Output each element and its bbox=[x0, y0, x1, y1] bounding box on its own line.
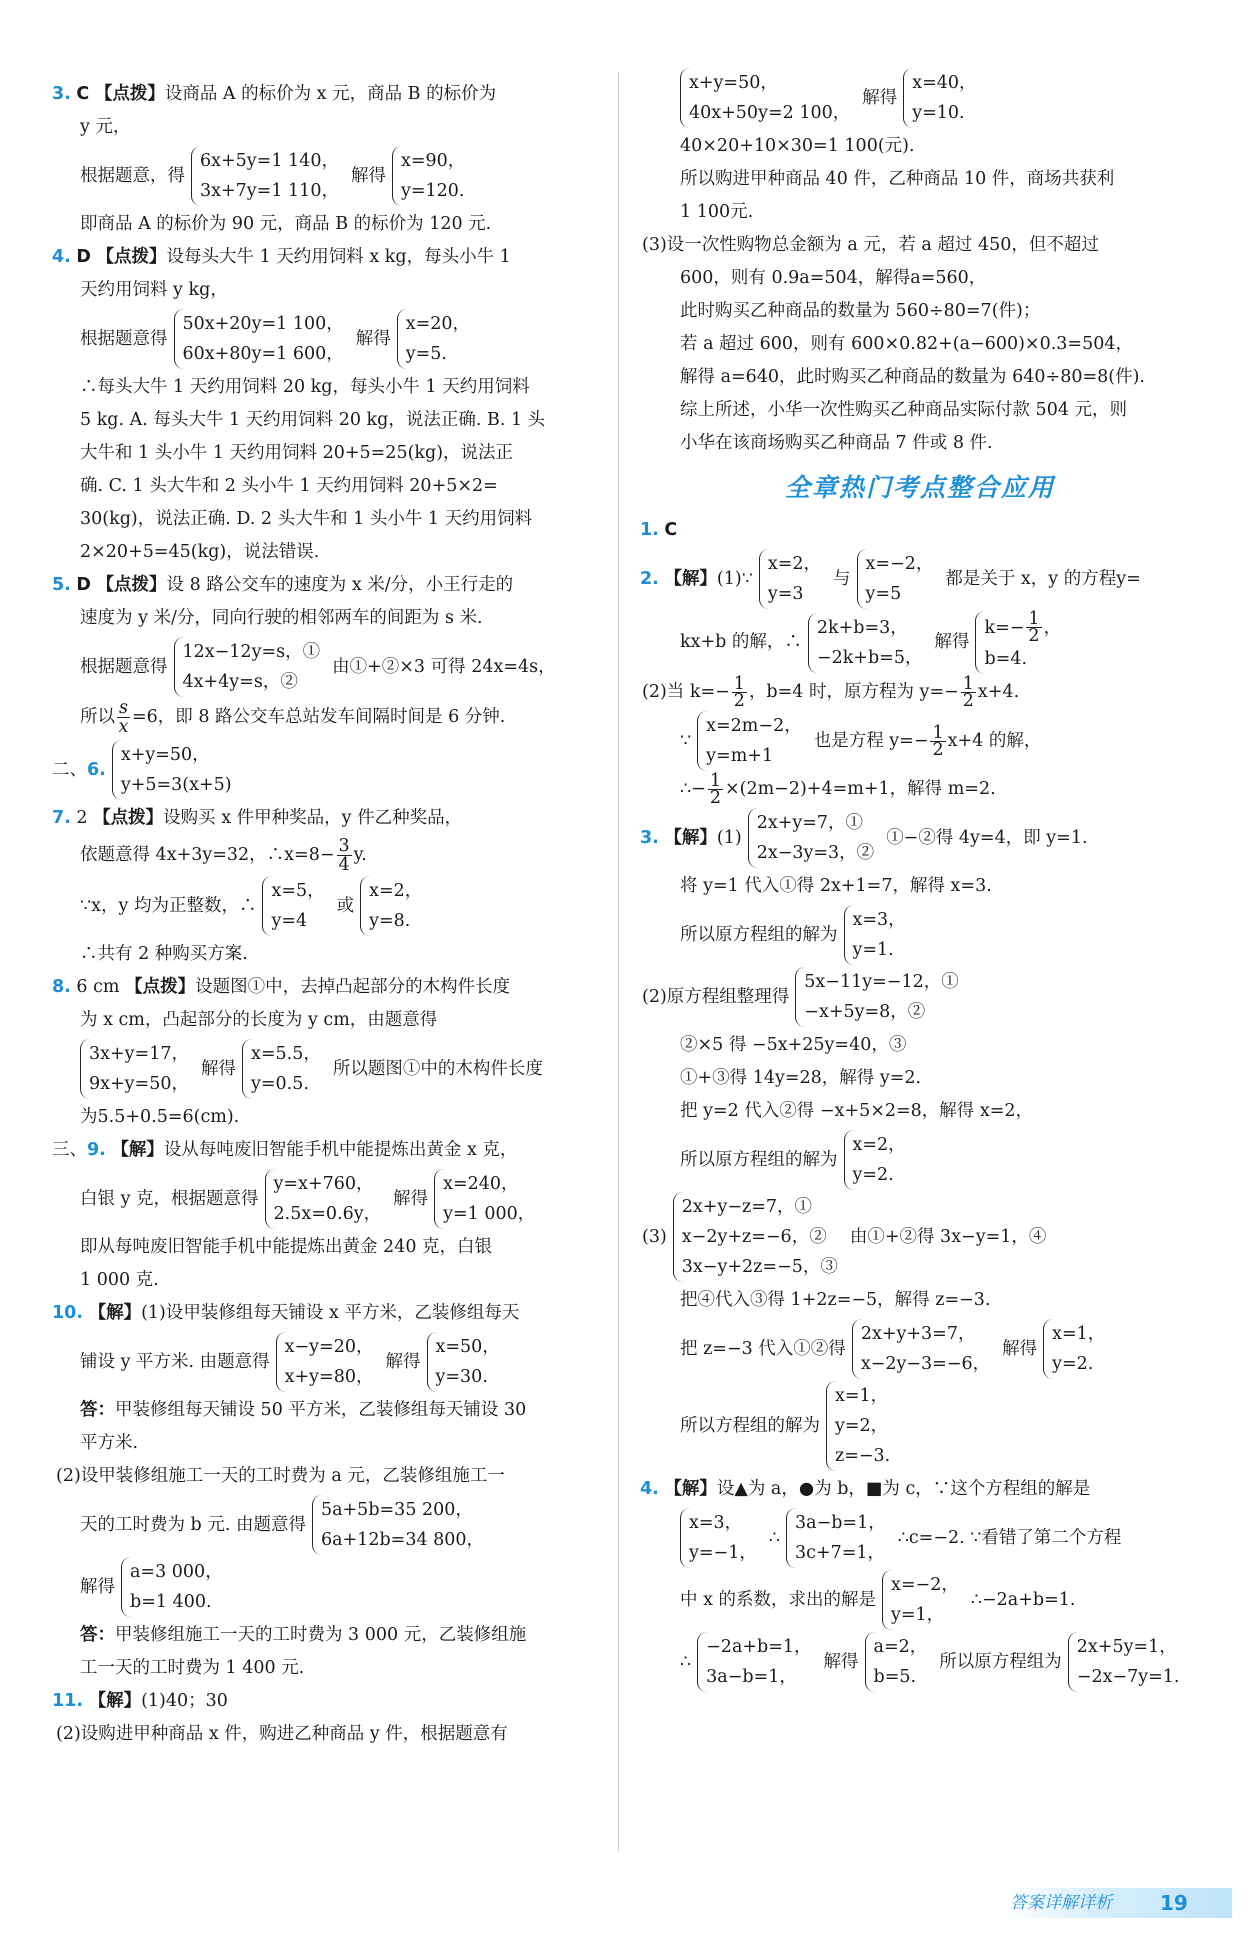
text-segment: 平方米. bbox=[80, 1433, 139, 1453]
text-segment: 9x+y=50， bbox=[89, 1074, 189, 1094]
text-segment: (2)设甲装修组施工一天的工时费为 a 元，乙装修组施工一 bbox=[56, 1466, 505, 1486]
text-segment: 天约用饲料 y kg， bbox=[80, 280, 228, 300]
question-9 bbox=[52, 1134, 597, 1297]
review-question-3 bbox=[640, 808, 1200, 1471]
text-segment: 4x+4y=s，② bbox=[182, 672, 298, 692]
text-segment: −2a+b=1， bbox=[706, 1637, 812, 1657]
text-segment: 解得 bbox=[200, 1058, 236, 1079]
text-segment: 都是关于 x，y 的方程y= bbox=[945, 568, 1141, 589]
text-segment: 【解】 bbox=[664, 827, 717, 848]
equation-system bbox=[80, 1039, 195, 1099]
text-segment: ∴c=−2. ∵看错了第二个方程 bbox=[897, 1527, 1122, 1548]
text-segment: 答： bbox=[80, 1400, 115, 1420]
text-segment: 3. bbox=[52, 84, 71, 104]
text-segment: ①−②得 4y=4，即 y=1. bbox=[886, 827, 1088, 848]
text-segment: 6. bbox=[87, 759, 106, 780]
text-segment: 3x−y+2z=−5，③ bbox=[681, 1257, 838, 1277]
text-segment: ∴−2a+b=1. bbox=[970, 1589, 1076, 1610]
text-segment: 设题图①中，去掉凸起部分的木构件长度 bbox=[195, 977, 511, 997]
text-segment: x+4 的解， bbox=[947, 730, 1042, 751]
text-segment: 4 bbox=[338, 855, 350, 875]
text-segment: 设每头大牛 1 天约用饲料 x kg，每头小牛 1 bbox=[166, 247, 511, 267]
text-segment: 此时购买乙种商品的数量为 560÷80=7(件)； bbox=[680, 301, 1041, 321]
text-segment: ∵ bbox=[680, 730, 692, 751]
text-segment: 将 y=1 代入①得 2x+1=7，解得 x=3. bbox=[680, 876, 992, 896]
text-segment: 解得 bbox=[385, 1351, 421, 1372]
text-segment: y=10. bbox=[912, 103, 965, 123]
fraction bbox=[708, 773, 723, 806]
equation-system bbox=[748, 808, 880, 868]
equation-system bbox=[276, 1332, 380, 1392]
text-segment: 5. bbox=[52, 575, 71, 595]
question-6 bbox=[52, 740, 597, 800]
text-segment: 把 z=−3 代入①②得 bbox=[680, 1338, 846, 1359]
text-segment: y=5 bbox=[865, 584, 902, 604]
text-segment: z=−3. bbox=[835, 1446, 891, 1466]
equation-system bbox=[673, 1192, 844, 1282]
section-title: 全章热门考点整合应用 bbox=[784, 473, 1055, 502]
text-segment: ∵x，y 均为正整数，∴ bbox=[80, 895, 257, 916]
text-segment: 综上所述，小华一次性购买乙种商品实际付款 504 元，则 bbox=[680, 400, 1128, 420]
text-segment: x=5， bbox=[271, 881, 325, 901]
text-segment: 【点拨】 bbox=[96, 575, 167, 595]
text-segment: 3. bbox=[640, 827, 659, 848]
text-segment: 解得 bbox=[823, 1651, 859, 1672]
text-segment: 【点拨】 bbox=[96, 247, 167, 267]
text-segment: 小华在该商场购买乙种商品 7 件或 8 件. bbox=[680, 433, 993, 453]
text-segment: 工一天的工时费为 1 400 元. bbox=[80, 1658, 305, 1678]
text-segment: 与 bbox=[833, 568, 851, 589]
text-segment: y=4 bbox=[271, 911, 308, 931]
equation-system bbox=[312, 1495, 490, 1555]
text-segment: ②×5 得 −5x+25y=40，③ bbox=[680, 1035, 907, 1055]
question-3 bbox=[52, 78, 597, 241]
text-segment: x=−2， bbox=[891, 1575, 959, 1595]
solution-system bbox=[697, 711, 808, 771]
solution-system bbox=[392, 146, 471, 206]
text-segment: x+y=80， bbox=[284, 1367, 374, 1387]
text-segment: 5x−11y=−12，① bbox=[804, 972, 959, 992]
equation-system bbox=[265, 1169, 388, 1229]
text-segment: 解得 bbox=[1002, 1338, 1038, 1359]
text-segment: 若 a 超过 600，则有 600×0.82+(a−600)×0.3=504， bbox=[680, 334, 1133, 354]
text-segment: ∴共有 2 种购买方案. bbox=[80, 944, 248, 964]
solution-system bbox=[242, 1039, 327, 1099]
text-segment: 大牛和 1 头小牛 1 天约用饲料 20+5=25(kg)，说法正 bbox=[80, 443, 514, 463]
text-segment: x=40， bbox=[912, 73, 977, 93]
text-segment: 所以原方程组的解为 bbox=[680, 924, 838, 945]
text-segment: ∴ bbox=[680, 1651, 692, 1672]
text-segment: 解得 a=640，此时购买乙种商品的数量为 640÷80=8(件). bbox=[680, 367, 1145, 387]
text-segment: 6x+5y=1 140， bbox=[200, 151, 339, 171]
solution-system bbox=[826, 1381, 896, 1471]
text-segment: (1)40；30 bbox=[141, 1691, 228, 1711]
equation-system bbox=[795, 967, 964, 1027]
text-segment: (1) bbox=[716, 827, 742, 848]
text-segment: 2x+5y=1， bbox=[1076, 1637, 1177, 1657]
text-segment: 把 y=2 代入②得 −x+5×2=8，解得 x=2， bbox=[680, 1101, 1034, 1121]
text-segment: 1 bbox=[932, 722, 944, 743]
equation-system bbox=[112, 740, 238, 800]
text-segment: y=120. bbox=[400, 181, 465, 201]
text-segment: 2.5x=0.6y， bbox=[273, 1204, 382, 1224]
solution-system bbox=[121, 1557, 229, 1617]
text-segment: (1)设甲装修组每天铺设 x 平方米，乙装修组每天 bbox=[141, 1303, 520, 1323]
text-segment: 为5.5+0.5=6(cm). bbox=[80, 1107, 240, 1127]
fraction bbox=[117, 699, 130, 736]
fraction bbox=[961, 676, 976, 709]
fraction bbox=[337, 837, 352, 874]
text-segment: 6 cm bbox=[76, 977, 120, 997]
text-segment: x=5.5， bbox=[250, 1044, 321, 1064]
text-segment: 【解】 bbox=[664, 1479, 717, 1499]
equation-system bbox=[786, 1508, 892, 1568]
text-segment: x+y=50， bbox=[120, 745, 210, 765]
text-segment: 速度为 y 米/分，同向行驶的相邻两车的间距为 s 米. bbox=[80, 608, 483, 628]
text-segment: 2 bbox=[709, 788, 721, 808]
equation-system bbox=[680, 68, 856, 128]
text-segment: C bbox=[664, 520, 678, 540]
text-segment: x=1， bbox=[1052, 1324, 1106, 1344]
equation-system bbox=[697, 1632, 817, 1692]
text-segment: 2x+y=7，① bbox=[756, 813, 864, 833]
text-segment: 2 bbox=[1028, 626, 1040, 646]
fraction bbox=[732, 676, 747, 709]
text-segment: 中 x 的系数，求出的解是 bbox=[680, 1589, 876, 1610]
text-segment: y=2. bbox=[1052, 1354, 1094, 1374]
question-8 bbox=[52, 971, 597, 1134]
footer-label: 答案详解详析 bbox=[1010, 1893, 1112, 1913]
text-segment: 所以方程组的解为 bbox=[680, 1415, 820, 1436]
text-segment: 2 bbox=[962, 691, 974, 711]
text-segment: 设商品 A 的标价为 x 元，商品 B 的标价为 bbox=[164, 84, 497, 104]
text-segment: ×(2m−2)+4=m+1，解得 m=2. bbox=[724, 779, 996, 799]
text-segment: 解得 bbox=[80, 1576, 115, 1597]
text-segment: x=20， bbox=[405, 314, 471, 334]
text-segment: ，b=4 时，原方程为 y=− bbox=[748, 682, 959, 702]
text-segment: 即商品 A 的标价为 90 元，商品 B 的标价为 120 元. bbox=[80, 214, 492, 234]
text-segment: x−2y−3=−6， bbox=[860, 1354, 991, 1374]
text-segment: 白银 y 克，根据题意得 bbox=[80, 1188, 259, 1209]
text-segment: 解得 bbox=[355, 328, 391, 349]
solution-system bbox=[360, 876, 428, 936]
text-segment: x=1， bbox=[835, 1386, 889, 1406]
text-segment: a=3 000， bbox=[130, 1562, 223, 1582]
question-7 bbox=[52, 802, 597, 971]
text-segment: y=3 bbox=[767, 584, 804, 604]
text-segment: 解得 bbox=[862, 87, 898, 108]
text-segment: 2x−3y=3，② bbox=[756, 843, 875, 863]
text-segment: 设▲为 a，●为 b，■为 c，∵这个方程组的解是 bbox=[716, 1479, 1091, 1499]
text-segment: 铺设 y 平方米. 由题意得 bbox=[80, 1351, 270, 1372]
text-segment: 所以 bbox=[80, 707, 115, 727]
text-segment: 由①+②得 3x−y=1，④ bbox=[849, 1226, 1047, 1247]
text-segment: 3c+7=1， bbox=[795, 1543, 886, 1563]
text-segment: 3 bbox=[338, 836, 350, 856]
text-segment: 根据题意得 bbox=[80, 656, 168, 677]
text-segment: s bbox=[119, 698, 128, 718]
text-segment: 由①+②×3 可得 24x=4s， bbox=[332, 656, 556, 677]
text-segment: y=x+760， bbox=[273, 1174, 374, 1194]
text-segment: 600，则有 0.9a=504，解得a=560， bbox=[680, 268, 987, 288]
question-4 bbox=[52, 241, 597, 569]
text-segment: 3x+7y=1 110， bbox=[200, 181, 339, 201]
review-question-2 bbox=[640, 549, 1200, 806]
text-segment: 1. bbox=[640, 520, 659, 540]
left-column bbox=[52, 78, 597, 1751]
text-segment: 把④代入③得 1+2z=−5，解得 z=−3. bbox=[680, 1290, 991, 1310]
text-segment: 所以题图①中的木构件长度 bbox=[332, 1058, 543, 1079]
text-segment: 40×20+10×30=1 100(元). bbox=[680, 136, 915, 156]
text-segment: x−2y+z=−6，② bbox=[681, 1227, 827, 1247]
text-segment: y=1， bbox=[891, 1605, 945, 1625]
question-11 bbox=[52, 1685, 597, 1751]
column-divider bbox=[618, 72, 619, 1852]
text-segment: 【解】 bbox=[88, 1691, 142, 1711]
text-segment: x+y=50， bbox=[689, 73, 778, 93]
text-segment: b=1 400. bbox=[130, 1592, 212, 1612]
text-segment: ∴每头大牛 1 天约用饲料 20 kg，每头小牛 1 天约用饲料 bbox=[80, 377, 530, 397]
text-segment: y 元， bbox=[80, 117, 131, 137]
text-segment: (3)设一次性购物总金额为 a 元，若 a 超过 450，但不超过 bbox=[642, 235, 1099, 255]
text-segment: 设从每吨废旧智能手机中能提炼出黄金 x 克， bbox=[163, 1140, 518, 1160]
text-segment: 2 bbox=[733, 691, 745, 711]
text-segment: 6a+12b=34 800， bbox=[320, 1530, 485, 1550]
text-segment: 50x+20y=1 100， bbox=[182, 314, 344, 334]
text-segment: 为 x cm，凸起部分的长度为 y cm，由题意得 bbox=[80, 1010, 438, 1030]
text-segment: 30(kg)，说法正确. D. 2 头大牛和 1 头小牛 1 天约用饲料 bbox=[80, 509, 533, 529]
equation-system bbox=[174, 637, 327, 697]
equation-system bbox=[1068, 1632, 1186, 1692]
text-segment: y=1 000， bbox=[443, 1204, 536, 1224]
text-segment: x=2， bbox=[767, 554, 822, 574]
text-segment: 【解】 bbox=[111, 1140, 164, 1160]
text-segment: 【解】 bbox=[664, 568, 717, 589]
text-segment: 1 bbox=[733, 674, 745, 694]
text-segment: D bbox=[76, 247, 91, 267]
text-segment: 1 bbox=[962, 674, 974, 694]
text-segment: y. bbox=[353, 845, 367, 865]
question-11-continued bbox=[640, 68, 1200, 460]
text-segment: 根据题意得 bbox=[80, 328, 168, 349]
text-segment: 5a+5b=35 200， bbox=[320, 1500, 473, 1520]
equation-system bbox=[808, 613, 929, 673]
text-segment: 解得 bbox=[350, 165, 386, 186]
text-segment: 40x+50y=2 100， bbox=[689, 103, 851, 123]
text-segment: x=3， bbox=[852, 910, 906, 930]
solution-system bbox=[865, 1632, 934, 1692]
text-segment: 【解】 bbox=[88, 1303, 142, 1323]
text-segment: 2x+y−z=7，① bbox=[681, 1197, 813, 1217]
text-segment: 8. bbox=[52, 977, 71, 997]
text-segment: y=1. bbox=[852, 940, 894, 960]
text-segment: ①+③得 14y=28，解得 y=2. bbox=[680, 1068, 922, 1088]
text-segment: x bbox=[118, 717, 129, 737]
solution-system bbox=[857, 549, 940, 609]
text-segment: k=− bbox=[984, 617, 1025, 638]
text-segment: 60x+80y=1 600， bbox=[182, 344, 344, 364]
text-segment: 2×20+5=45(kg)，说法错误. bbox=[80, 542, 320, 562]
text-segment: 3x+y=17， bbox=[89, 1044, 189, 1064]
text-segment: ∴ bbox=[768, 1527, 780, 1548]
text-segment: 三、 bbox=[52, 1140, 87, 1160]
page-number: 19 bbox=[1160, 1891, 1188, 1915]
text-segment: −2k+b=5， bbox=[816, 647, 923, 668]
text-segment: ∴− bbox=[680, 779, 706, 799]
text-segment: 也是方程 y=− bbox=[813, 730, 929, 751]
text-segment: x−y=20， bbox=[284, 1337, 374, 1357]
text-segment: y=2. bbox=[852, 1165, 894, 1185]
text-segment: D bbox=[76, 575, 91, 595]
text-segment: (2)原方程组整理得 bbox=[642, 986, 790, 1007]
text-segment: 确. C. 1 头大牛和 2 头小牛 1 天约用饲料 20+5×2= bbox=[80, 476, 498, 496]
text-segment: 天的工时费为 b 元. 由题意得 bbox=[80, 1514, 306, 1535]
text-segment: 所以原方程组为 bbox=[939, 1651, 1062, 1672]
solution-system bbox=[1043, 1319, 1111, 1379]
text-segment: y=30. bbox=[435, 1367, 488, 1387]
question-5 bbox=[52, 569, 597, 736]
text-segment: x=240， bbox=[443, 1174, 519, 1194]
text-segment: b=5. bbox=[873, 1667, 917, 1687]
right-column bbox=[640, 66, 1200, 1694]
text-segment: y=m+1 bbox=[706, 746, 774, 766]
fraction bbox=[930, 722, 945, 760]
text-segment: 设购买 x 件甲种奖品，y 件乙种奖品， bbox=[163, 808, 463, 828]
text-segment: x=−2， bbox=[865, 554, 934, 574]
text-segment: 答： bbox=[80, 1625, 115, 1645]
solution-system bbox=[759, 549, 827, 609]
text-segment: x=3， bbox=[689, 1513, 743, 1533]
review-question-1 bbox=[640, 514, 1200, 547]
solution-system bbox=[680, 1508, 763, 1568]
text-segment: −2x−7y=1. bbox=[1076, 1667, 1180, 1687]
text-segment: 2 bbox=[76, 808, 88, 828]
text-segment: 所以原方程组的解为 bbox=[680, 1149, 838, 1170]
text-segment: −x+5y=8，② bbox=[804, 1002, 926, 1022]
text-segment: 7. bbox=[52, 808, 71, 828]
text-segment: 即从每吨废旧智能手机中能提炼出黄金 240 克，白银 bbox=[80, 1237, 493, 1257]
solution-system bbox=[975, 611, 1067, 674]
text-segment: 【点拨】 bbox=[94, 84, 165, 104]
text-segment: (3) bbox=[642, 1226, 667, 1247]
text-segment: 设 8 路公交车的速度为 x 米/分，小王行走的 bbox=[166, 575, 514, 595]
text-segment: x+4. bbox=[977, 682, 1020, 702]
solution-system bbox=[262, 876, 330, 936]
text-segment: 根据题意，得 bbox=[80, 165, 185, 186]
text-segment: 所以购进甲种商品 40 件，乙种商品 10 件，商场共获利 bbox=[680, 169, 1115, 189]
question-10 bbox=[52, 1297, 597, 1685]
text-segment: 3a−b=1， bbox=[706, 1667, 797, 1687]
text-segment: 2 bbox=[932, 739, 944, 760]
text-segment: 4. bbox=[52, 247, 71, 267]
text-segment: 2x+y+3=7， bbox=[860, 1324, 976, 1344]
solution-system bbox=[434, 1169, 541, 1229]
text-segment: 甲装修组施工一天的工时费为 3 000 元，乙装修组施 bbox=[115, 1625, 527, 1645]
equation-system bbox=[852, 1319, 996, 1379]
text-segment: 依题意得 4x+3y=32，∴x=8− bbox=[80, 845, 335, 865]
text-segment: y+5=3(x+5) bbox=[120, 775, 232, 795]
solution-system bbox=[882, 1570, 965, 1630]
text-segment: x=90， bbox=[400, 151, 466, 171]
text-segment: =6，即 8 路公交车总站发车间隔时间是 6 分钟. bbox=[131, 707, 506, 727]
text-segment: ， bbox=[1043, 617, 1062, 638]
text-segment: 9. bbox=[87, 1140, 106, 1160]
text-segment: 二、 bbox=[52, 759, 87, 780]
equation-system bbox=[174, 309, 350, 369]
text-segment: x=2， bbox=[852, 1135, 906, 1155]
text-segment: a=2， bbox=[873, 1637, 928, 1657]
text-segment: 【点拨】 bbox=[125, 977, 196, 997]
text-segment: (2)设购进甲种商品 x 件，购进乙种商品 y 件，根据题意有 bbox=[56, 1724, 508, 1744]
text-segment: 甲装修组每天铺设 50 平方米，乙装修组每天铺设 30 bbox=[115, 1400, 527, 1420]
text-segment: 1 100元. bbox=[680, 202, 754, 222]
text-segment: 10. bbox=[52, 1303, 84, 1323]
text-segment: 1 bbox=[1028, 609, 1040, 629]
text-segment: 11. bbox=[52, 1691, 84, 1711]
text-segment: 解得 bbox=[934, 632, 970, 652]
text-segment: (1)∵ bbox=[716, 568, 753, 589]
text-segment: 1 000 克. bbox=[80, 1270, 159, 1290]
solution-system bbox=[844, 905, 912, 965]
text-segment: y=0.5. bbox=[250, 1074, 309, 1094]
text-segment: x=2m−2， bbox=[706, 716, 802, 736]
text-segment: y=2， bbox=[835, 1416, 889, 1436]
text-segment: x=50， bbox=[435, 1337, 500, 1357]
review-question-4 bbox=[640, 1473, 1200, 1692]
text-segment: kx+b 的解，∴ bbox=[680, 632, 802, 652]
text-segment: 或 bbox=[336, 895, 355, 916]
text-segment: b=4. bbox=[984, 649, 1028, 669]
text-segment: y=8. bbox=[369, 911, 411, 931]
text-segment: x=2， bbox=[369, 881, 423, 901]
solution-system bbox=[397, 309, 476, 369]
text-segment: 2. bbox=[640, 568, 659, 589]
text-segment: y=−1， bbox=[689, 1543, 757, 1563]
text-segment: 12x−12y=s，① bbox=[182, 642, 321, 662]
solution-system bbox=[427, 1332, 506, 1392]
text-segment: 1 bbox=[709, 771, 721, 791]
solution-system bbox=[903, 68, 982, 128]
solution-system bbox=[844, 1130, 912, 1190]
equation-system bbox=[191, 146, 345, 206]
text-segment: 5 kg. A. 每头大牛 1 天约用饲料 20 kg，说法正确. B. 1 头 bbox=[80, 410, 546, 430]
text-segment: 解得 bbox=[393, 1188, 429, 1209]
text-segment: 2k+b=3， bbox=[816, 617, 908, 638]
text-segment: 4. bbox=[640, 1479, 659, 1499]
text-segment: (2)当 k=− bbox=[642, 682, 730, 702]
text-segment: 3a−b=1， bbox=[795, 1513, 886, 1533]
text-segment: C bbox=[76, 84, 90, 104]
text-segment: 【点拨】 bbox=[93, 808, 164, 828]
text-segment: y=5. bbox=[405, 344, 447, 364]
